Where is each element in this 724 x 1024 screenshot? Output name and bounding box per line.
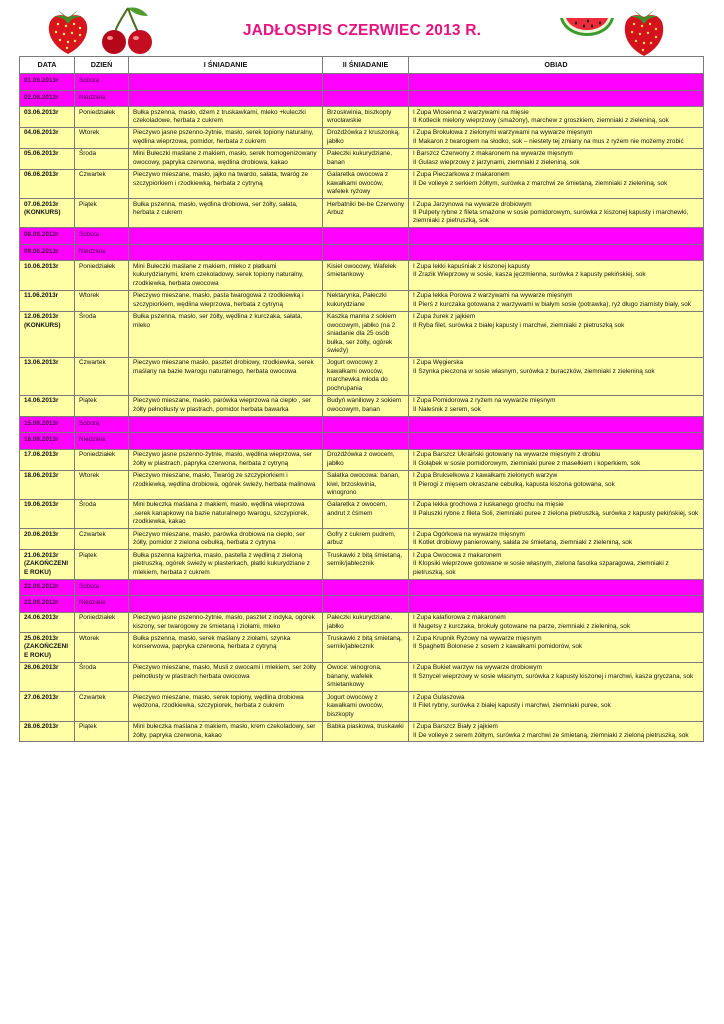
weekend-row — [20, 228, 704, 245]
breakfast-1-cell: Pieczywo jasne pszenno-żytnie, masło, wędlina wieprzowa, ser żółty w plastrach, papryka czerwona, herbata z cytryną — [129, 449, 323, 470]
table-row — [20, 357, 704, 395]
breakfast-2-cell: Truskawki z bitą śmietaną, sernik/jabłecznik — [323, 633, 409, 662]
lunch-course: II Gulasz wieprzowy z jarzynami, ziemniaki z zieleniną, sok — [413, 158, 580, 166]
date-cell — [20, 449, 75, 470]
table-row — [20, 199, 704, 228]
date-text: 07.06.2013r — [24, 200, 59, 208]
breakfast-1-cell: Pieczywo jasne pszenno-żytnie, masło, pasztet z indyka, ogórek kiszony, ser twarogowy ze śmietaną i ziołami, mleko — [129, 612, 323, 633]
date-text: 11.06.2013r — [24, 292, 59, 300]
date-cell — [20, 90, 75, 107]
table-row — [20, 395, 704, 416]
date-text: 18.06.2013r — [24, 472, 59, 480]
lunch-cell — [409, 148, 704, 169]
date-cell — [20, 692, 75, 721]
lunch-cell — [409, 499, 704, 528]
lunch-course: I Zupa Wiosenna z warzywami na mięsie — [413, 108, 529, 116]
lunch-cell — [409, 470, 704, 499]
breakfast-2-cell — [323, 90, 409, 107]
breakfast-1-cell — [129, 74, 323, 91]
lunch-course: I Zupa Pieczarkowa z makaronem — [413, 171, 510, 179]
day-cell: Sobota — [75, 228, 129, 245]
weekend-row — [20, 579, 704, 596]
lunch-cell — [409, 662, 704, 691]
date-cell — [20, 579, 75, 596]
breakfast-1-cell — [129, 433, 323, 450]
breakfast-1-cell: Bułka pszenna, masło, serek maślany z ziołami, szynka konserwowa, papryka czerwona, herbata z cytryną — [129, 633, 323, 662]
lunch-cell — [409, 90, 704, 107]
day-cell: Czwartek — [75, 357, 129, 395]
date-note: (KONKURS) — [24, 209, 61, 217]
date-text: 06.06.2013r — [24, 171, 59, 179]
date-note: (ZAKOŃCZENIE ROKU) — [24, 560, 69, 576]
day-cell: Środa — [75, 148, 129, 169]
table-row — [20, 261, 704, 290]
weekend-row — [20, 416, 704, 433]
lunch-course: II De volleye z serem żółtym, surówka z marchwi ze śmietaną, ziemniaki z zieloną pietruszką, sok — [413, 731, 689, 739]
date-text: 13.06.2013r — [24, 359, 59, 367]
lunch-cell — [409, 74, 704, 91]
lunch-cell — [409, 433, 704, 450]
date-text: 17.06.2013r — [24, 451, 59, 459]
breakfast-1-cell — [129, 244, 323, 261]
lunch-course: I Zupa Krupnik Ryżowy na wywarze mięsnym — [413, 634, 542, 642]
table-row — [20, 612, 704, 633]
lunch-course: I Zupa lekka Porowa z warzywami na wywarze mięsnym — [413, 292, 573, 300]
breakfast-1-cell: Mini bułeczka maślana z makiem, masło, wędlina wieprzowa ,serek kanapkowy na bazie naturalnego twarogu, szczypiorek, rzodkiewka, kakao — [129, 499, 323, 528]
day-cell: Sobota — [75, 74, 129, 91]
lunch-cell — [409, 357, 704, 395]
lunch-cell — [409, 261, 704, 290]
lunch-course: I Zupa Barszcz Ukraiński gotowany na wywarze mięsnym z drobiu — [413, 451, 601, 459]
day-cell: Środa — [75, 662, 129, 691]
date-note: (KONKURS) — [24, 321, 61, 329]
breakfast-2-cell: Drożdżówka z owocem, jabłko — [323, 449, 409, 470]
date-cell — [20, 470, 75, 499]
lunch-cell — [409, 244, 704, 261]
date-cell — [20, 550, 75, 579]
breakfast-2-cell: Budyń waniliowy z sokiem owocowym, banan — [323, 395, 409, 416]
date-text: 10.06.2013r — [24, 262, 59, 270]
lunch-course: II Spaghetti Bolonese z sosem z kawałkami pomidorów, sok — [413, 643, 583, 651]
column-header-day: DZIEŃ — [75, 57, 129, 74]
date-text: 27.06.2013r — [24, 693, 59, 701]
watermelon-icon — [558, 12, 616, 50]
breakfast-2-cell: Truskawki z bitą śmietaną, sernik/jabłecznik — [323, 550, 409, 579]
lunch-course: II Kotlecik mielony wieprzowy (smażony), marchew z groszkiem, ziemniaki z zieleniną, sok — [413, 116, 669, 124]
lunch-cell — [409, 290, 704, 311]
weekend-row — [20, 596, 704, 613]
date-cell — [20, 612, 75, 633]
day-cell: Niedziela — [75, 244, 129, 261]
lunch-cell — [409, 169, 704, 198]
column-header-lunch: OBIAD — [409, 57, 704, 74]
lunch-cell — [409, 550, 704, 579]
breakfast-1-cell: Bułka pszenna, masło, ser żółty, wędlina z kurczaka, sałata, mleko — [129, 311, 323, 357]
page-title: JADŁOSPIS CZERWIEC 2013 R. — [242, 22, 482, 39]
lunch-course: II Pierś z kurczaka gotowana z warzywami w białym sosie (potrawka), ryż długo ziarnisty biały, sok — [413, 300, 691, 308]
date-cell — [20, 499, 75, 528]
date-text: 02.06.2013r — [24, 93, 59, 101]
date-cell — [20, 228, 75, 245]
breakfast-1-cell: Pieczywo jasne pszenno-żytnie, masło, serek topiony naturalny, wędlina wieprzowa, pomidor, herbata z cukrem — [129, 127, 323, 148]
breakfast-2-cell — [323, 416, 409, 433]
table-row — [20, 662, 704, 691]
date-text: 15.06.2013r — [24, 419, 59, 427]
lunch-cell — [409, 612, 704, 633]
table-header-row — [20, 57, 704, 74]
date-cell — [20, 529, 75, 550]
lunch-course: I Zupa Węgierska — [413, 359, 464, 367]
breakfast-2-cell: Galaretka z owocem, andrut z ĉśmem — [323, 499, 409, 528]
breakfast-1-cell — [129, 596, 323, 613]
lunch-course: II Zrazik Wieprzowy w sosie, kasza jęczmienna, surówka z kapusty pekińskiej, sok — [413, 271, 646, 279]
lunch-course: I Zupa Gulaszowa — [413, 693, 465, 701]
breakfast-1-cell: Pieczywo mieszane, masło, parówka drobiowa na ciepło, ser żółty, pomidor z zielona cebulką, herbata z cytryna — [129, 529, 323, 550]
date-cell — [20, 662, 75, 691]
lunch-course: II Klopsiki wieprzowe gotowane w sosie własnym, zielona fasolka szparagowa, ziemniaki z pietruszką, sok — [413, 560, 669, 576]
day-cell: Poniedziałek — [75, 107, 129, 128]
date-text: 09.06.2013r — [24, 247, 59, 255]
lunch-course: II Pulpety rybne z fileta smażone w sosie pomidorowym, surówka z kiszonej kapusty i marchewki, ziemniaki z pietruszką, sok — [413, 209, 689, 225]
lunch-course: I Zupa Barszcz Biały z jajkiem — [413, 723, 498, 731]
lunch-course: I Zupa Bukiet warzyw na wywarze drobiowym — [413, 664, 542, 672]
table-row — [20, 470, 704, 499]
breakfast-2-cell: Kaszka manna z sokiem owocowym, jabłko (na 2 śniadanie dla 25 osób bułka, ser żółty, ogórek świeży) — [323, 311, 409, 357]
date-cell — [20, 244, 75, 261]
breakfast-2-cell: Drożdżówka z kruszonką, jabłko — [323, 127, 409, 148]
breakfast-1-cell: Bułka pszenna kajzerka, masło, pastella z wędliną z zieloną pietruszką, ogórek świeży w plasterkach, płatki kukurydziane z mlekiem, herbata z cukrem — [129, 550, 323, 579]
breakfast-2-cell: Sałatka owocowa: banan, kiwi, brzoskwinia, winogrono — [323, 470, 409, 499]
lunch-cell — [409, 529, 704, 550]
date-text: 08.06.2013r — [24, 231, 59, 239]
breakfast-2-cell: Jogurt owocowy z kawałkami owoców, marchewka młoda do pochrupania — [323, 357, 409, 395]
lunch-course: II Filet rybny, surówka z białej kapusty i marchwi, ziemniaki puree, sok — [413, 702, 611, 710]
day-cell: Niedziela — [75, 433, 129, 450]
breakfast-2-cell — [323, 579, 409, 596]
day-cell: Czwartek — [75, 169, 129, 198]
day-cell: Wtorek — [75, 470, 129, 499]
day-cell: Piątek — [75, 199, 129, 228]
date-cell — [20, 261, 75, 290]
breakfast-1-cell: Mini Bułeczki maślane z makiem, mleko z płatkami kukurydzianymi, krem czekoladowy, serek topiony naturalny, rzodkiewka, herbata owocowa — [129, 261, 323, 290]
lunch-course: II Paluszki rybne z fileta Soli, ziemniaki puree z zielona pietruszką, surówka z kapusty pekińskiej, sok — [413, 509, 699, 517]
date-text: 19.06.2013r — [24, 501, 59, 509]
day-cell: Piątek — [75, 550, 129, 579]
breakfast-2-cell — [323, 433, 409, 450]
date-text: 23.06.2013r — [24, 599, 59, 607]
day-cell: Niedziela — [75, 596, 129, 613]
breakfast-1-cell: Mini Bułeczki maślane z makiem, masło, serek homogenizowany owocowy, papryka czerwona, wędlina drobiowa, kakao — [129, 148, 323, 169]
lunch-course: I Zupa Owocowa z makaronem — [413, 551, 502, 559]
date-text: 28.06.2013r — [24, 723, 59, 731]
date-cell — [20, 199, 75, 228]
table-row — [20, 692, 704, 721]
lunch-cell — [409, 311, 704, 357]
table-row — [20, 169, 704, 198]
menu-table-body — [20, 74, 704, 742]
breakfast-1-cell: Pieczywo mieszane, masło, parówka wieprzowa na ciepło , ser żółty pełnotłusty w plastrach, pomidor herbata bawarka — [129, 395, 323, 416]
breakfast-2-cell — [323, 244, 409, 261]
menu-table — [19, 56, 704, 742]
date-cell — [20, 107, 75, 128]
day-cell: Piątek — [75, 721, 129, 742]
lunch-cell — [409, 416, 704, 433]
lunch-cell — [409, 199, 704, 228]
weekend-row — [20, 90, 704, 107]
lunch-course: II Kotlet drobiowy panierowany, sałata ze śmietaną, ziemniaki z zieleniną, sok — [413, 539, 633, 547]
lunch-cell — [409, 449, 704, 470]
breakfast-1-cell — [129, 228, 323, 245]
day-cell: Poniedziałek — [75, 612, 129, 633]
breakfast-1-cell: Pieczywo mieszane, masło, jajko na twardo, sałata, twaróg ze szczypiorkiem i rzodkiewką, herbata z cytryną — [129, 169, 323, 198]
date-text: 20.06.2013r — [24, 530, 59, 538]
date-text: 04.06.2013r — [24, 129, 59, 137]
table-row — [20, 290, 704, 311]
date-text: 25.06.2013r — [24, 634, 59, 642]
lunch-course: I Zupa Brukselkowa z kawałkami zielonych warzyw — [413, 472, 558, 480]
lunch-course: I Zupa kalafiorowa z makaronem — [413, 614, 506, 622]
lunch-course: II Naleśnik z serem, sok — [413, 405, 481, 413]
date-text: 24.06.2013r — [24, 614, 59, 622]
lunch-course: I Barszcz Czerwony z makaronem na wywarze mięsnym — [413, 150, 573, 158]
table-row — [20, 529, 704, 550]
day-cell: Czwartek — [75, 692, 129, 721]
day-cell: Niedziela — [75, 90, 129, 107]
breakfast-1-cell — [129, 90, 323, 107]
breakfast-1-cell: Pieczywo mieszane, masło, Twaróg ze szczypiorkiem i rzodkiewką, wędlina drobiowa, ogórek świeży, herbata malinowa — [129, 470, 323, 499]
table-row — [20, 449, 704, 470]
weekend-row — [20, 244, 704, 261]
lunch-cell — [409, 721, 704, 742]
day-cell: Sobota — [75, 416, 129, 433]
breakfast-2-cell: Jogurt owocowy z kawałkami owoców, biszkopty — [323, 692, 409, 721]
lunch-course: II Sznycel wieprzowy w sosie własnym, surówka z kapusty kiszonej i marchwi, kasza gryczana, sok — [413, 672, 694, 680]
lunch-course: I Zupa lekki kapuśniak z kiszonej kapusty — [413, 262, 530, 270]
day-cell: Środa — [75, 499, 129, 528]
lunch-course: I Zupa Pomidorowa z ryżem na wywarze mięsnym — [413, 397, 556, 405]
breakfast-2-cell: Herbatniki be-be Czerwony Arbuz — [323, 199, 409, 228]
weekend-row — [20, 74, 704, 91]
date-text: 22.06.2013r — [24, 582, 59, 590]
breakfast-1-cell — [129, 416, 323, 433]
lunch-cell — [409, 127, 704, 148]
date-text: 21.06.2013r — [24, 551, 59, 559]
weekend-row — [20, 433, 704, 450]
lunch-cell — [409, 692, 704, 721]
breakfast-2-cell: Pałeczki kukurydziane, jabłko — [323, 612, 409, 633]
table-row — [20, 550, 704, 579]
strawberry-icon — [618, 4, 670, 58]
lunch-course: I Zupa żurek z jajkiem — [413, 313, 476, 321]
day-cell: Poniedziałek — [75, 261, 129, 290]
day-cell: Poniedziałek — [75, 449, 129, 470]
lunch-course: II Gołąbek w sosie pomidorowym, ziemniaki puree z masełkiem i koperkiem, sok — [413, 459, 641, 467]
lunch-course: I Zupa Jarzynowa na wywarze drobiowym — [413, 200, 532, 208]
column-header-breakfast-2: II ŚNIADANIE — [323, 57, 409, 74]
table-row — [20, 107, 704, 128]
date-cell — [20, 311, 75, 357]
date-cell — [20, 721, 75, 742]
table-row — [20, 633, 704, 662]
day-cell: Wtorek — [75, 290, 129, 311]
date-cell — [20, 395, 75, 416]
table-row — [20, 499, 704, 528]
date-cell — [20, 74, 75, 91]
breakfast-1-cell: Pieczywo mieszane, masło, Musli z owocami i mlekiem, ser żółty pełnotłusty w plastrach herbata owocowa — [129, 662, 323, 691]
day-cell: Czwartek — [75, 529, 129, 550]
breakfast-2-cell: Kisiel owocowy, Wafelek śmietankowy — [323, 261, 409, 290]
lunch-cell — [409, 633, 704, 662]
date-text: 03.06.2013r — [24, 108, 59, 116]
column-header-breakfast-1: I ŚNIADANIE — [129, 57, 323, 74]
date-text: 05.06.2013r — [24, 150, 59, 158]
breakfast-1-cell: Pieczywo mieszane masło, pasztet drobiowy, rzodkiewka, serek maślany na bazie twarogu naturalnego, herbata owocowa — [129, 357, 323, 395]
breakfast-2-cell: Owoce: winogrona, banany, wafelek śmietankowy — [323, 662, 409, 691]
page-header — [0, 0, 724, 58]
breakfast-2-cell: Gofry z cukrem pudrem, arbuz — [323, 529, 409, 550]
day-cell: Sobota — [75, 579, 129, 596]
lunch-cell — [409, 107, 704, 128]
day-cell: Piątek — [75, 395, 129, 416]
lunch-course: I Zupa lekka grochowa z łuskanego grochu na mięsie — [413, 501, 564, 509]
lunch-course: I Zupa Ogórkowa na wywarze mięsnym — [413, 530, 525, 538]
lunch-course: II Pierogi z mięsem okraszane cebulką, kapusta kiszona gotowana, sok — [413, 480, 615, 488]
breakfast-1-cell: Pieczywo mieszane, masło, pasta twarogowa z rzodkiewką i szczypiorkiem, wędlina wieprzowa, herbata z cytryną — [129, 290, 323, 311]
lunch-course: II Makaron z twarogiem na słodko, sok – niestety tej zmiany na mus z ryżem nie możemy zrobić — [413, 137, 684, 145]
lunch-cell — [409, 395, 704, 416]
breakfast-1-cell: Bułka pszenna, masło, dżem z truskawkami, mleko +kuleczki czekoladowe, herbata z cukrem — [129, 107, 323, 128]
date-cell — [20, 433, 75, 450]
breakfast-2-cell — [323, 228, 409, 245]
breakfast-1-cell: Mini bułeczka maślana z makiem, masło, krem czekoladowy, ser żółty, papryka czerwona, kakao — [129, 721, 323, 742]
lunch-cell — [409, 596, 704, 613]
date-cell — [20, 148, 75, 169]
breakfast-2-cell: Galaretka owocowa z kawałkami owoców, wafelek ryżowy — [323, 169, 409, 198]
date-cell — [20, 127, 75, 148]
day-cell: Środa — [75, 311, 129, 357]
breakfast-2-cell: Pałeczki kukurydziane, banan — [323, 148, 409, 169]
column-header-date: DATA — [20, 57, 75, 74]
breakfast-2-cell — [323, 74, 409, 91]
date-text: 26.06.2013r — [24, 664, 59, 672]
breakfast-1-cell: Bułka pszenna, masło, wędlina drobiowa, ser żółty, sałata, herbata z cukrem — [129, 199, 323, 228]
lunch-cell — [409, 228, 704, 245]
date-text: 01.06.2013r — [24, 77, 59, 84]
date-cell — [20, 596, 75, 613]
date-text: 12.06.2013r — [24, 313, 59, 321]
table-row — [20, 148, 704, 169]
breakfast-1-cell — [129, 579, 323, 596]
table-row — [20, 127, 704, 148]
lunch-course: II Ryba filet, surówka z białej kapusty i marchwi, ziemniaki z pietruszką sok — [413, 321, 625, 329]
date-cell — [20, 290, 75, 311]
table-row — [20, 311, 704, 357]
breakfast-2-cell: Babka piaskowa, truskawki — [323, 721, 409, 742]
breakfast-1-cell: Pieczywo mieszane, masło, serek topiony, wędlina drobiowa wędzona, rzodkiewka, szczypiorek, herbata z cukrem — [129, 692, 323, 721]
lunch-course: II Szynka pieczona w sosie własnym, surówka z buraczków, ziemniaki z zieleniną sok — [413, 367, 655, 375]
table-row — [20, 721, 704, 742]
date-cell — [20, 416, 75, 433]
lunch-course: II De volleye z serkiem żółtym, surówka z marchwi ze śmietaną, ziemniaki z zieleniną, sok — [413, 179, 668, 187]
date-cell — [20, 169, 75, 198]
day-cell: Wtorek — [75, 127, 129, 148]
lunch-course: I Zupa Brokułowa z zielonymi warzywami na wywarze mięsnym — [413, 129, 593, 137]
date-cell — [20, 633, 75, 662]
breakfast-2-cell: Brzoskwinia, biszkopty wrocławskie — [323, 107, 409, 128]
breakfast-2-cell: Nektarynka, Pałeczki kukurydziane — [323, 290, 409, 311]
lunch-course: II Nugetsy z kurczaka, brokuły gotowane na parze, ziemniaki z zieleniną, sok — [413, 622, 631, 630]
date-note: (ZAKOŃCZENIE ROKU) — [24, 643, 69, 659]
date-text: 14.06.2013r — [24, 397, 59, 405]
date-cell — [20, 357, 75, 395]
date-text: 16.06.2013r — [24, 436, 59, 444]
day-cell: Wtorek — [75, 633, 129, 662]
breakfast-2-cell — [323, 596, 409, 613]
lunch-cell — [409, 579, 704, 596]
